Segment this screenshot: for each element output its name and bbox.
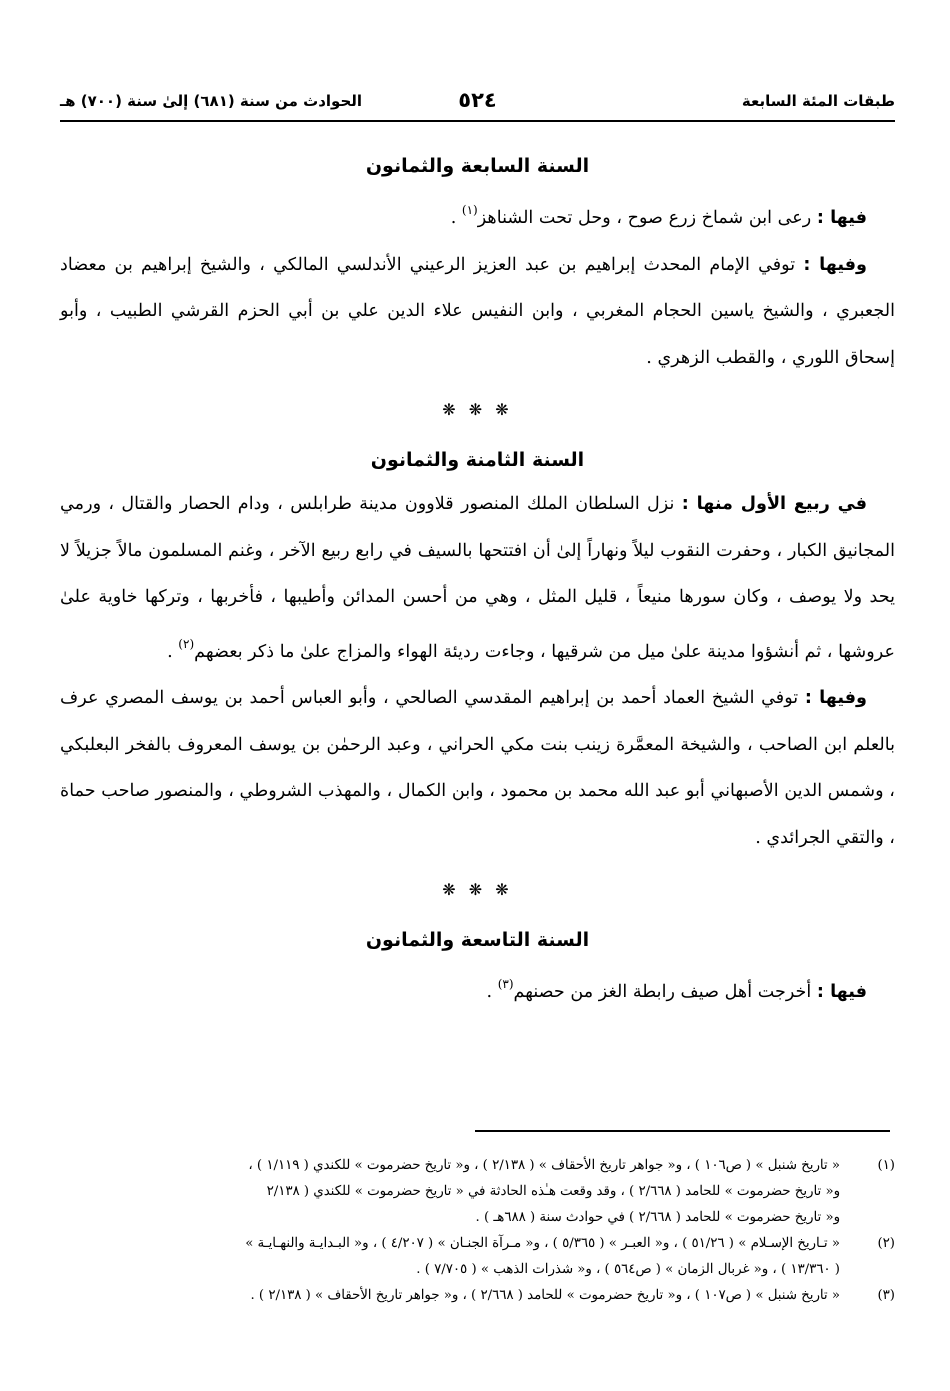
paragraph-tail: . [486,982,498,1002]
section-title: السنة الثامنة والثمانون [370,449,585,471]
header-book-title: طبقات المئة السابعة [741,92,895,110]
footnote [60,1283,895,1309]
section-separator: ❋ ❋ ❋ [442,880,513,899]
paragraph-lead: وفيها : [803,254,867,275]
header-chapter-title: الحوادث من سنة (٦٨١) إلىٰ سنة (٧٠٠) هـ [60,92,363,110]
footnote-rule [475,1130,890,1132]
footnote-reference[interactable]: (٣) [497,977,514,991]
paragraph-lead: فيها : [816,208,867,228]
paragraph [60,242,895,382]
footnote-line: « تاريخ شنبل » ( ص١٠٦ ) ، و« جواهر تاريخ الأحقاف » ( ٢/١٣٨ ) ، و« تاريخ حضرموت » للكندي ( ١/١١٩ ) ، [248,1158,840,1173]
section-separator: ❋ ❋ ❋ [442,400,513,419]
footnote-line: ( ١٣/٣٦٠ ) ، و« غربال الزمان » ( ص٥٦٤ ) ، و« شذرات الذهب » ( ٧/٧٠٥ ) . [416,1262,840,1277]
main-text [60,145,895,1016]
footnote [60,1231,895,1283]
footnote-line: و« تاريخ حضرموت » للحامد ( ٢/٦٦٨ ) في حوادث سنة ( ٦٨٨هـ ) . [475,1210,840,1225]
paragraph [60,187,895,242]
paragraph [60,961,895,1016]
paragraph-tail: . [450,208,462,228]
footnote-line: « تاريخ شنبل » ( ص١٠٧ ) ، و« تاريخ حضرموت » للحامد ( ٢/٦٦٨ ) ، و« جواهر تاريخ الأحقاف » ( ٢/١٣٨ ) . [250,1288,840,1303]
paragraph-text: نزل السلطان الملك المنصور قلاوون مدينة طرابلس ، ودام الحصار والقتال ، ورمي المجانيق الكبار ، وحفرت النقوب ليلاً ونهاراً إلىٰ أن افتتحها بالسيف في رابع ربيع الآخر ، وغنم المسلمون مالاً جزيلاً لا يحد ولا يوصف ، وكان سورها منيعاً ، قليل المثل ، وهي من أحسن المدائن وأطيبها ، فأخربها ، وتركها خاوية علىٰ عروشها ، ثم أنشؤوا مدينة علىٰ ميل من شرقيها ، وجاءت رديئة الهواء والمزاج علىٰ ما ذكر بعضهم [60,494,895,662]
footnote-line: « تـاريخ الإسـلام » ( ٥١/٢٦ ) ، و« العبـر » ( ٥/٣٦٥ ) ، و« مـرآة الجنـان » ( ٤/٢٠٧ ) ، و« البـدايـة والنهـايـة » [245,1236,840,1251]
paragraph [60,481,895,675]
paragraph-lead: فيها : [816,982,867,1002]
paragraph [60,675,895,861]
paragraph-text: توفي الإمام المحدث إبراهيم بن عبد العزيز الرعيني الأندلسي المالكي ، والشيخ إبراهيم بن معضاد الجعبري ، والشيخ ياسين الحجام المغربي ، وابن النفيس علاء الدين علي بن أبي الحزم القرشي الطبيب ، وأبو إسحاق اللوري ، والقطب الزهري . [60,254,895,368]
section-title: السنة التاسعة والثمانون [365,929,590,951]
footnote-line: و« تاريخ حضرموت » للحامد ( ٢/٦٦٨ ) ، وقد وقعت هـٰذه الحادثة في « تاريخ حضرموت » للكندي ( ٢/١٣٨ [266,1184,840,1199]
footnotes [60,1153,895,1309]
header-rule [60,120,895,122]
section-title: السنة السابعة والثمانون [365,155,590,177]
page-number: ٥٢٤ [458,88,497,112]
paragraph-tail: . [167,641,179,662]
footnote-number: (٢) [877,1236,895,1251]
paragraph-text: أخرجت أهل صيف رابطة الغز من حصنهم [513,982,817,1002]
paragraph-text: توفي الشيخ العماد أحمد بن إبراهيم المقدسي الصالحي ، وأبو العباس أحمد بن يوسف المصري عرف بالعلم ابن الصاحب ، والشيخة المعمَّرة زينب بنت مكي الحراني ، وعبد الرحمٰن بن يوسف المعروف بالفخر البعلبكي ، وشمس الدين الأصبهاني أبو عبد الله محمد بن محمود ، وابن الكمال ، والمهذب الشروطي ، والمنصور صاحب حماة ، والتقي الجرائدي . [60,688,895,848]
footnote-number: (١) [877,1158,895,1173]
footnote-reference[interactable]: (٢) [178,636,195,651]
paragraph-text: رعى ابن شماخ زرع صوح ، وحل تحت الشناهز [477,208,817,228]
footnote [60,1153,895,1231]
paragraph-lead: وفيها : [804,688,867,708]
paragraph-lead: في ربيع الأول منها : [681,494,868,514]
footnote-reference[interactable]: (١) [461,203,478,217]
running-header [60,88,895,116]
footnote-number: (٣) [877,1288,895,1303]
